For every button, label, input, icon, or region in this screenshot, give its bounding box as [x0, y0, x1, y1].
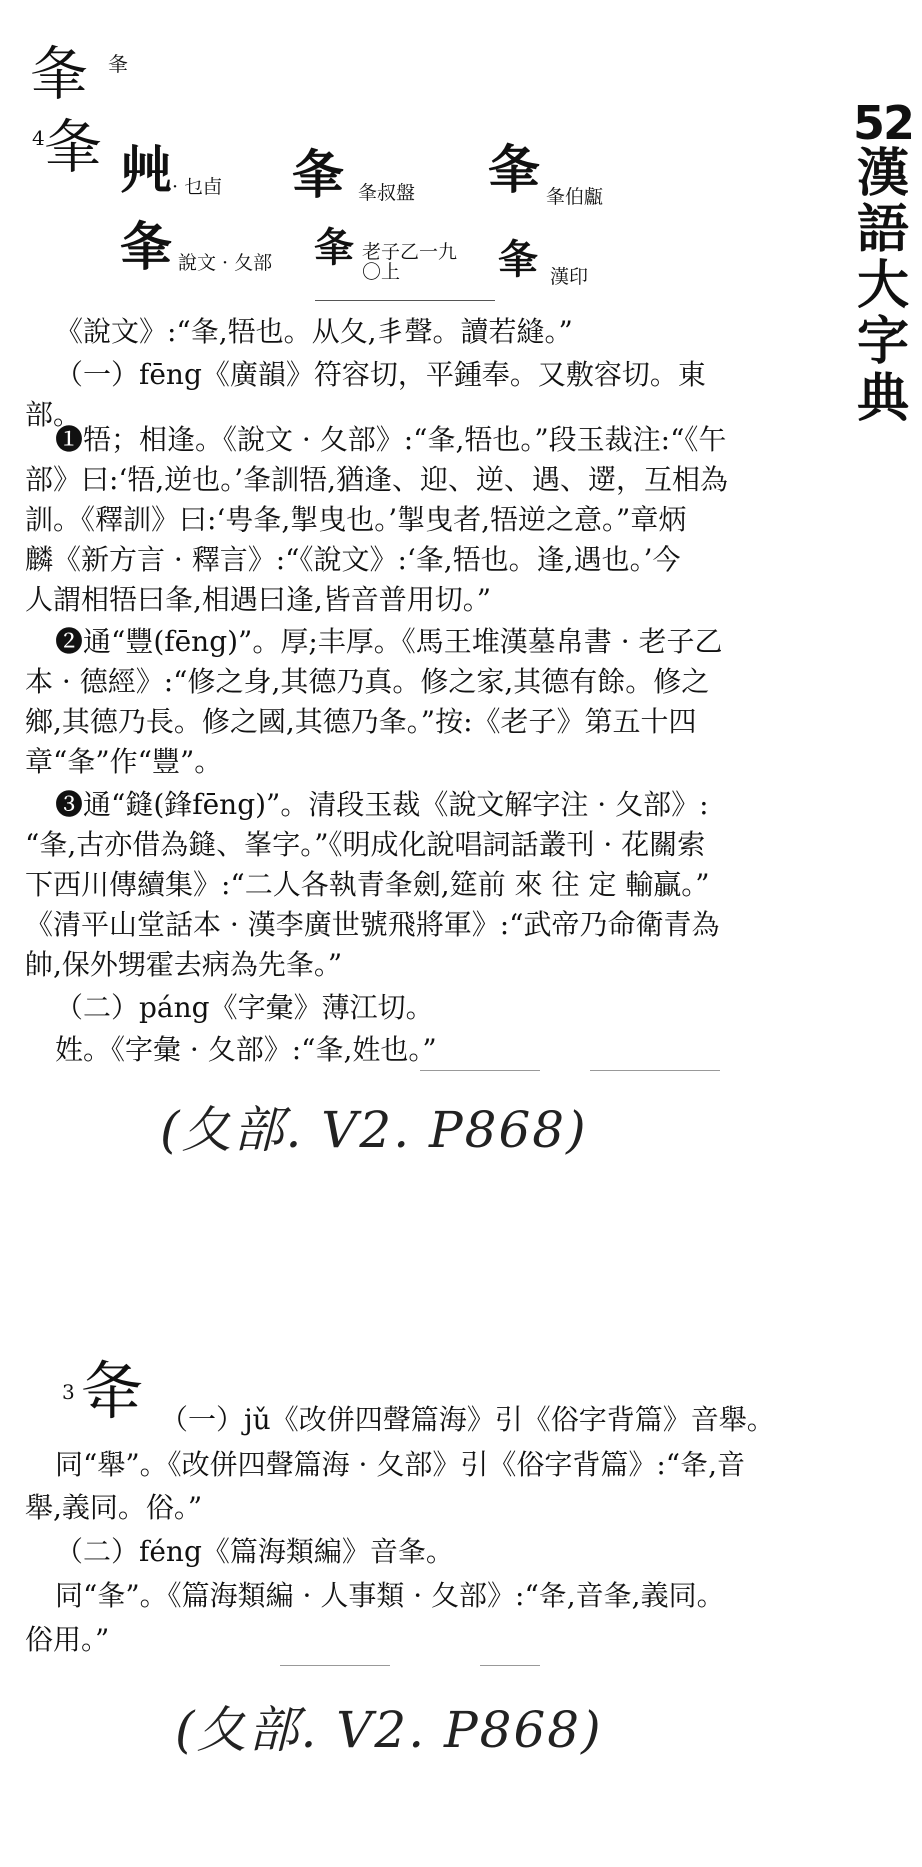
text-line: 部》曰:‘牾,逆也。’夆訓牾,猶逢、迎、逆、遇、遻，互相為: [25, 463, 729, 496]
seal-form-label: · 乜卣: [172, 176, 223, 198]
handwritten-note: (夂部. V2. P868): [160, 1101, 588, 1159]
text-line: 帥,保外甥霍去病為先夆。”: [25, 948, 343, 981]
title-char: 字: [856, 312, 909, 373]
text-line: 《說文》:“夆,牾也。从夂,丯聲。讀若縫。”: [55, 315, 573, 348]
text-line: 麟《新方言 · 釋言》:“《說文》:‘夆,牾也。逢,遇也。’今: [25, 543, 681, 576]
entry-head-char: 夆: [44, 113, 103, 181]
seal-form: 夆: [292, 145, 345, 206]
text-line: ❷通“豐(fēng)”。厚;丰厚。《馬王堆漢墓帛書 · 老子乙: [55, 625, 723, 658]
divider: [590, 1070, 720, 1071]
seal-form: 夆: [314, 224, 354, 271]
text-line: （一）fēng《廣韻》符容切，平鍾奉。又敷容切。東: [55, 358, 706, 391]
divider: [280, 1665, 390, 1666]
text-line: 鄉,其德乃長。修之國,其德乃夆。”按:《老子》第五十四: [25, 705, 697, 738]
text-line: 章“夆”作“豐”。: [25, 745, 223, 778]
entry-head-char: 夅: [80, 1355, 144, 1429]
seal-form-label: 夆伯甗: [546, 186, 604, 208]
radical-header-small: 夆: [108, 52, 128, 76]
seal-form-label: 漢印: [550, 266, 589, 288]
text-line: 訓。《釋訓》曰:‘甹夆,掣曳也。’掣曳者,牾逆之意。”章炳: [25, 503, 687, 536]
radical-header-char: 夆: [30, 40, 89, 108]
divider: [480, 1665, 540, 1666]
seal-form: 夆: [120, 217, 173, 278]
handwritten-note: (夂部. V2. P868): [175, 1701, 603, 1759]
seal-form: 夆: [488, 140, 541, 201]
text-line: （一）jǔ《改併四聲篇海》引《俗字背篇》音舉。: [160, 1403, 775, 1436]
text-line: 俗用。”: [25, 1623, 110, 1656]
text-line: 部。: [25, 398, 82, 431]
seal-form: 夆: [498, 236, 538, 283]
seal-form-label: 說文 · 夂部: [178, 252, 273, 274]
divider: [315, 300, 495, 301]
title-char: 語: [856, 200, 909, 261]
seal-form-label: 老子乙一九〇上: [362, 241, 458, 283]
page-number: 52: [852, 96, 913, 150]
text-line: ❸通“鏠(鋒fēng)”。清段玉裁《說文解字注 · 夂部》:: [55, 788, 709, 821]
title-char: 大: [856, 256, 909, 317]
text-line: 舉,義同。俗。”: [25, 1491, 203, 1524]
title-char: 漢: [856, 144, 909, 204]
text-line: 本 · 德經》:“修之身,其德乃真。修之家,其德有餘。修之: [25, 665, 710, 698]
divider: [420, 1070, 540, 1071]
text-line: 同“舉”。《改併四聲篇海 · 夂部》引《俗字背篇》:“夅,音: [55, 1448, 745, 1481]
title-char: 典: [856, 368, 909, 429]
text-line: （二）páng《字彙》薄江切。: [55, 991, 434, 1024]
text-line: 姓。《字彙 · 夂部》:“夆,姓也。”: [55, 1033, 437, 1066]
text-line: 人謂相牾曰夆,相遇曰逢,皆音普用切。”: [25, 583, 492, 616]
text-line: （二）féng《篇海類編》音夆。: [55, 1535, 454, 1568]
text-line: 《清平山堂話本 · 漢李廣世號飛將軍》:“武帝乃命衛青為: [25, 908, 720, 941]
stroke-count: 3: [62, 1380, 75, 1404]
text-line: 同“夆”。《篇海類編 · 人事類 · 夂部》:“夅,音夆,義同。: [55, 1579, 725, 1612]
seal-form-label: 夆叔盤: [358, 182, 416, 204]
dictionary-title: [850, 96, 916, 429]
text-line: “夆,古亦借為鏠、峯字。”《明成化說唱詞話叢刊 · 花關索: [25, 828, 706, 861]
seal-form: 𡴂: [120, 140, 173, 201]
text-line: 下西川傳續集》:“二人各執青夆劍,筵前 來 往 定 輸贏。”: [25, 868, 710, 901]
stroke-count: 4: [32, 126, 45, 150]
text-line: ❶牾；相逢。《說文 · 夂部》:“夆,牾也。”段玉裁注:“《午: [55, 423, 727, 456]
